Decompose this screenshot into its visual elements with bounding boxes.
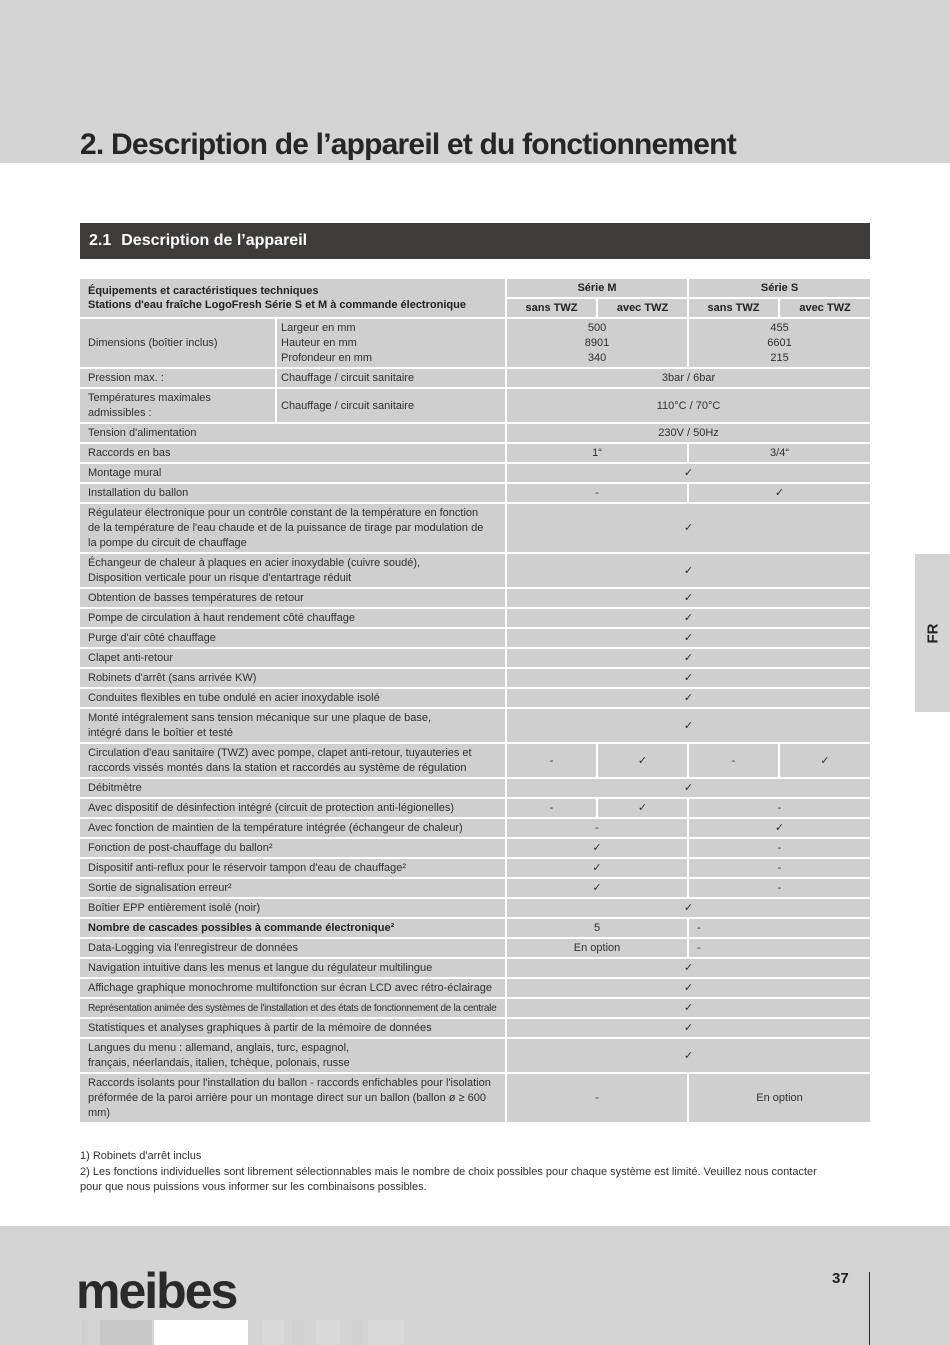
table-row	[80, 859, 870, 877]
page-title: 2. Description de l’appareil et du fonctionnement	[80, 128, 736, 161]
check-icon: ✓	[687, 484, 870, 502]
page-number: 37	[832, 1270, 849, 1287]
table-row	[80, 879, 870, 897]
language-tab-label: FR	[924, 623, 941, 643]
row-label: Montage mural	[80, 464, 505, 482]
check-icon: ✓	[505, 1039, 870, 1072]
logo-stripe-bar	[82, 1320, 412, 1345]
serie-m-value: En option	[505, 939, 687, 957]
row-sub-label: Chauffage / circuit sanitaire	[275, 389, 505, 422]
row-label: Tension d'alimentation	[80, 424, 505, 442]
footnotes	[80, 1149, 840, 1196]
table-row	[80, 819, 870, 837]
table-header-title	[80, 279, 505, 317]
row-label	[80, 554, 505, 587]
row-label: Raccords isolants pour l'installation du ballon - raccords enfichables pour l'isolation préformée de la paroi arrière pour un montage direct sur un ballon (ballon ø ≥ 600 mm)	[80, 1074, 505, 1122]
check-icon: ✓	[505, 629, 870, 647]
serie-s-value: En option	[687, 1074, 870, 1122]
section-title: Description de l’appareil	[121, 232, 308, 249]
row-label: Circulation d'eau sanitaire (TWZ) avec pompe, clapet anti-retour, tuyauteries et raccords vissés montés dans la station et raccordés au système de régulation	[80, 744, 505, 777]
table-row	[80, 709, 870, 742]
serie-s-width: 455	[770, 322, 789, 334]
serie-s-value: -	[687, 839, 870, 857]
check-icon: ✓	[778, 744, 870, 777]
section-number: 2.1	[89, 232, 112, 249]
serie-s-sans-twz-header: sans TWZ	[687, 299, 778, 317]
serie-m-height: 8901	[584, 337, 610, 349]
check-icon: ✓	[505, 589, 870, 607]
table-row	[80, 939, 870, 957]
row-label: Pression max. :	[80, 369, 275, 387]
table-row	[80, 589, 870, 607]
check-icon: ✓	[505, 999, 870, 1017]
table-row-dimensions	[80, 319, 870, 367]
serie-s-value: -	[687, 799, 870, 817]
row-label: Monté intégralement sans tension mécanique sur une plaque de base, intégré dans le boîtier et testé	[80, 709, 505, 742]
meibes-logo	[76, 1258, 256, 1312]
check-icon: ✓	[505, 959, 870, 977]
row-label: Avec fonction de maintien de la température intégrée (échangeur de chaleur)	[80, 819, 505, 837]
serie-m-value: -	[505, 1074, 687, 1122]
serie-s-value: -	[687, 939, 870, 957]
sub-label-height: Hauteur en mm	[281, 337, 357, 349]
table-header-line-2: Stations d'eau fraîche LogoFresh Série S et M à commande électronique	[88, 299, 466, 311]
table-row	[80, 629, 870, 647]
table-row	[80, 389, 870, 422]
serie-m-width: 500	[587, 322, 607, 334]
row-label: Dimensions (boîtier inclus)	[80, 319, 275, 367]
serie-m-sans-twz-header: sans TWZ	[505, 299, 596, 317]
check-icon: ✓	[505, 1019, 870, 1037]
table-row	[80, 554, 870, 587]
spec-table-container	[80, 279, 870, 1124]
check-icon: ✓	[505, 649, 870, 667]
check-icon: ✓	[505, 504, 870, 552]
row-label-line-1: Échangeur de chaleur à plaques en acier inoxydable (cuivre soudé),	[88, 557, 421, 569]
serie-m-depth: 340	[587, 352, 607, 364]
row-label: Statistiques et analyses graphiques à partir de la mémoire de données	[80, 1019, 505, 1037]
row-label: Sortie de signalisation erreur²	[80, 879, 505, 897]
row-label: Avec dispositif de désinfection intégré (circuit de protection anti-légionelles)	[80, 799, 505, 817]
table-row	[80, 649, 870, 667]
row-label: Dispositif anti-reflux pour le réservoir tampon d'eau de chauffage²	[80, 859, 505, 877]
check-icon: ✓	[596, 799, 687, 817]
serie-m-avec-twz-header: avec TWZ	[596, 299, 687, 317]
serie-s-avec-twz-header: avec TWZ	[778, 299, 870, 317]
check-icon: ✓	[505, 609, 870, 627]
row-label: Pompe de circulation à haut rendement côté chauffage	[80, 609, 505, 627]
table-row	[80, 979, 870, 997]
row-label: Langues du menu : allemand, anglais, turc, espagnol, français, néerlandais, italien, tchèque, polonais, russe	[80, 1039, 505, 1072]
footnote-1: 1) Robinets d'arrêt inclus	[80, 1150, 202, 1162]
check-icon: ✓	[687, 819, 870, 837]
table-row	[80, 689, 870, 707]
row-value: 230V / 50Hz	[505, 424, 870, 442]
section-heading	[80, 223, 870, 259]
table-row	[80, 919, 870, 937]
table-row	[80, 1019, 870, 1037]
table-row	[80, 744, 870, 777]
serie-m-sans-value: -	[505, 744, 596, 777]
table-row	[80, 369, 870, 387]
check-icon: ✓	[505, 554, 870, 587]
serie-s-value: -	[687, 859, 870, 877]
table-row	[80, 504, 870, 552]
serie-s-value: 3/4“	[687, 444, 870, 462]
row-label: Températures maximales admissibles :	[80, 389, 275, 422]
table-header-row-1	[80, 279, 870, 297]
serie-s-header: Série S	[687, 279, 870, 297]
row-label: Conduites flexibles en tube ondulé en acier inoxydable isolé	[80, 689, 505, 707]
row-sub-label: Chauffage / circuit sanitaire	[275, 369, 505, 387]
serie-m-value: -	[505, 484, 687, 502]
spec-table	[80, 277, 870, 1124]
sub-label-depth: Profondeur en mm	[281, 352, 373, 364]
row-label: Nombre de cascades possibles à commande électronique²	[80, 919, 505, 937]
serie-s-height: 6601	[767, 337, 792, 349]
row-label-line-2: Disposition verticale pour un risque d'entartrage réduit	[88, 572, 352, 584]
language-tab	[915, 554, 950, 712]
row-label: Représentation animée des systèmes de l'installation et des états de fonctionnement de la centrale	[80, 999, 505, 1017]
table-row	[80, 464, 870, 482]
check-icon: ✓	[505, 669, 870, 687]
row-label: Raccords en bas	[80, 444, 505, 462]
logo-wordmark: meibes	[76, 1263, 237, 1312]
table-row	[80, 609, 870, 627]
table-row	[80, 444, 870, 462]
table-row	[80, 669, 870, 687]
check-icon: ✓	[505, 859, 687, 877]
row-label: Clapet anti-retour	[80, 649, 505, 667]
row-label: Navigation intuitive dans les menus et langue du régulateur multilingue	[80, 959, 505, 977]
table-row	[80, 999, 870, 1017]
row-label: Affichage graphique monochrome multifonction sur écran LCD avec rétro-éclairage	[80, 979, 505, 997]
row-label: Data-Logging via l'enregistreur de données	[80, 939, 505, 957]
table-row	[80, 779, 870, 797]
serie-m-dimensions	[505, 319, 687, 367]
table-header-line-1: Équipements et caractéristiques techniques	[88, 285, 319, 297]
sub-label-width: Largeur en mm	[281, 322, 356, 334]
table-row	[80, 1039, 870, 1072]
serie-s-value: -	[687, 879, 870, 897]
dimension-sub-labels	[275, 319, 505, 367]
row-value: 3bar / 6bar	[505, 369, 870, 387]
serie-s-sans-value: -	[687, 744, 778, 777]
row-label: Obtention de basses températures de retour	[80, 589, 505, 607]
table-row	[80, 424, 870, 442]
check-icon: ✓	[505, 879, 687, 897]
table-row	[80, 959, 870, 977]
serie-m-value: 1“	[505, 444, 687, 462]
check-icon: ✓	[505, 689, 870, 707]
page-number-rule	[869, 1272, 870, 1345]
row-label: Fonction de post-chauffage du ballon²	[80, 839, 505, 857]
serie-m-value: -	[505, 819, 687, 837]
check-icon: ✓	[505, 839, 687, 857]
serie-s-depth: 215	[770, 352, 789, 364]
table-row	[80, 484, 870, 502]
row-label: Purge d'air côté chauffage	[80, 629, 505, 647]
check-icon: ✓	[505, 899, 870, 917]
check-icon: ✓	[596, 744, 687, 777]
table-row	[80, 799, 870, 817]
table-row	[80, 839, 870, 857]
check-icon: ✓	[505, 779, 870, 797]
row-label: Débitmètre	[80, 779, 505, 797]
row-label: Installation du ballon	[80, 484, 505, 502]
row-value: 110°C / 70°C	[505, 389, 870, 422]
check-icon: ✓	[505, 709, 870, 742]
serie-m-sans-value: -	[505, 799, 596, 817]
table-row	[80, 899, 870, 917]
table-row	[80, 1074, 870, 1122]
row-label: Boîtier EPP entièrement isolé (noir)	[80, 899, 505, 917]
check-icon: ✓	[505, 464, 870, 482]
serie-m-value: 5	[505, 919, 687, 937]
row-label: Robinets d'arrêt (sans arrivée KW)	[80, 669, 505, 687]
serie-m-header: Série M	[505, 279, 687, 297]
check-icon: ✓	[505, 979, 870, 997]
serie-s-dimensions	[687, 319, 870, 367]
serie-s-value: -	[687, 919, 870, 937]
row-label: Régulateur électronique pour un contrôle constant de la température en fonction de la température de l'eau chaude et de la puissance de tirage par modulation de la pompe du circuit de chauffage	[80, 504, 505, 552]
footnote-2: 2) Les fonctions individuelles sont librement sélectionnables mais le nombre de choix possibles pour chaque système est limité. Veuillez nous contacter pour que nous puissions vous informer sur les combinaisons possibles.	[80, 1165, 817, 1193]
